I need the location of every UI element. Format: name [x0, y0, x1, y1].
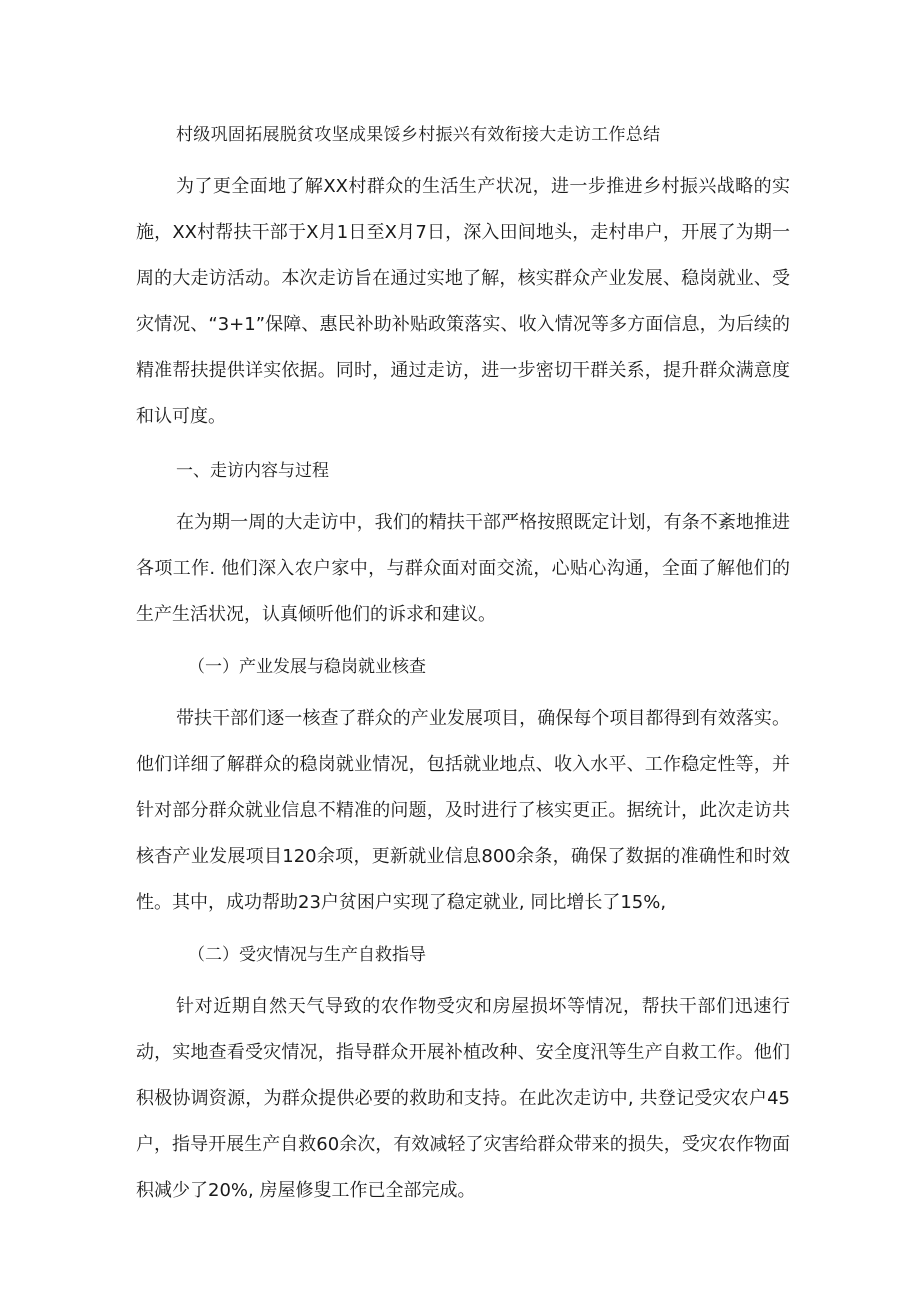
document-body	[136, 112, 790, 1214]
section-heading-1: 一、走访内容与过程	[176, 461, 329, 481]
intro-paragraph: 为了更全面地了解XX村群众的生活生产状况，进一步推进乡村振兴战略的实施，XX村帮扶干部于X月1日至X月7日，深入田间地头，走村串户，开展了为期一周的大走访活动。本次走访旨在通过实地了解，核实群众产业发展、稳岗就业、受灾情况、“3+1”保障、惠民补助补贴政策落实、收入情况等多方面信息，为后续的精准帮扶提供详实依据。同时，通过走访，进一步密切干群关系，提升群众满意度和认可度。	[136, 176, 790, 427]
document-title: 村级巩固拓展脱贫攻坚成果馁乡村振兴有效衔接大走访工作总结	[176, 125, 661, 145]
subsection-heading-1: （一）产业发展与稳岗就业核查	[188, 657, 426, 677]
subsection-1-paragraph: 带扶干部们逐一核查了群众的产业发展项目，确保每个项目都得到有效落实。他们详细了解群众的稳岗就业情况，包括就业地点、收入水平、工作稳定性等，并针对部分群众就业信息不精准的问题，及时进行了核实更正。据统计，此次走访共核杳产业发展项目120余项，更新就业信息800余条，确保了数据的准确性和时效性。其中，成功帮助23户贫困户实现了稳定就业, 同比增长了15%,	[136, 708, 790, 913]
subsection-2-paragraph: 针对近期自然天气导致的农作物受灾和房屋损坏等情况，帮扶干部们迅速行动，实地查看受灾情况，指导群众开展补植改种、安全度汛等生产自救工作。他们积极协调资源，为群众提供必要的救助和支持。在此次走访中, 共登记受灾农户45户，指导开展生产自救60余次，有效减轻了灾害给群众带来的损失，受灾农作物面积减少了20%, 房屋修叟工作已全部完成。	[136, 996, 790, 1201]
section-1-paragraph: 在为期一周的大走访中，我们的精扶干部严格按照既定计划，有条不紊地推进各项工作. 他们深入农户家中，与群众面对面交流，心贴心沟通，全面了解他们的生产生活状况，认真倾听他们的诉求和建议。	[136, 512, 790, 625]
subsection-heading-2: （二）受灾情况与生产自救指导	[188, 945, 426, 965]
spacer	[136, 440, 790, 448]
